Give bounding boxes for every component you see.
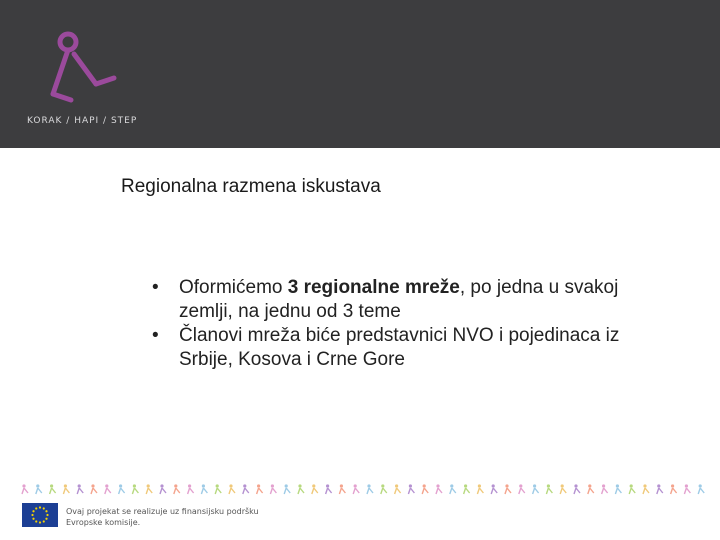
pattern-figure — [312, 484, 318, 494]
pattern-figure — [408, 484, 414, 494]
pattern-figure — [491, 484, 497, 494]
pattern-figure — [119, 484, 125, 494]
pattern-figure — [77, 484, 83, 494]
korak-logo-icon — [44, 30, 124, 108]
bullet-item — [152, 324, 672, 372]
bullet-text-post: , po jedna u svakoj zemlji, na jednu od 3 teme — [179, 277, 619, 322]
pattern-figure — [698, 484, 704, 494]
pattern-figure — [229, 484, 235, 494]
pattern-figure — [91, 484, 97, 494]
pattern-figure — [588, 484, 594, 494]
eu-star — [32, 510, 34, 512]
eu-star — [46, 514, 48, 516]
pattern-figure — [381, 484, 387, 494]
eu-star — [35, 507, 37, 509]
pattern-figure — [63, 484, 69, 494]
pattern-figure — [615, 484, 621, 494]
pattern-figure — [450, 484, 456, 494]
pattern-figure — [643, 484, 649, 494]
bullet-item — [152, 276, 672, 324]
bullet-symbol: • — [152, 325, 159, 346]
pattern-figure — [326, 484, 332, 494]
pattern-figure — [422, 484, 428, 494]
eu-star — [45, 518, 47, 520]
eu-star — [35, 520, 37, 522]
eu-star — [31, 514, 33, 516]
pattern-figure — [201, 484, 207, 494]
pattern-figure — [50, 484, 56, 494]
pattern-figure — [22, 484, 28, 494]
pattern-figure — [671, 484, 677, 494]
pattern-figure — [464, 484, 470, 494]
eu-funding-notice — [66, 506, 259, 528]
brand-label: KORAK / HAPI / STEP — [27, 116, 138, 126]
pattern-figure — [519, 484, 525, 494]
pattern-figure — [477, 484, 483, 494]
pattern-figure — [270, 484, 276, 494]
pattern-figure — [132, 484, 138, 494]
bullet-text-bold: 3 regionalne mreže — [287, 277, 460, 298]
pattern-figure — [353, 484, 359, 494]
pattern-figure — [215, 484, 221, 494]
pattern-figure — [367, 484, 373, 494]
eu-star — [39, 521, 41, 523]
pattern-figure — [602, 484, 608, 494]
pattern-figure — [657, 484, 663, 494]
pattern-figure — [560, 484, 566, 494]
pattern-figure — [533, 484, 539, 494]
pattern-figure — [395, 484, 401, 494]
pattern-figure — [574, 484, 580, 494]
eu-star — [43, 507, 45, 509]
bullet-text: Članovi mreža biće predstavnici NVO i pojedinaca iz Srbije, Kosova i Crne Gore — [179, 325, 620, 370]
pattern-figure — [257, 484, 263, 494]
eu-text-line-1: Ovaj projekat se realizuje uz finansijsku podršku — [66, 507, 259, 516]
pattern-figure — [243, 484, 249, 494]
pattern-figure — [436, 484, 442, 494]
pattern-figure — [684, 484, 690, 494]
header-band — [0, 0, 720, 148]
pattern-figure — [105, 484, 111, 494]
pattern-figure — [160, 484, 166, 494]
eu-star — [43, 520, 45, 522]
pattern-figure — [298, 484, 304, 494]
eu-star — [39, 506, 41, 508]
pattern-figure — [339, 484, 345, 494]
pattern-figure — [174, 484, 180, 494]
pattern-figure — [284, 484, 290, 494]
bullet-symbol: • — [152, 277, 159, 298]
pattern-figure — [629, 484, 635, 494]
pattern-figure — [146, 484, 152, 494]
decorative-figure-pattern — [20, 484, 710, 496]
pattern-figure — [188, 484, 194, 494]
eu-text-line-2: Evropske komisije. — [66, 518, 141, 527]
eu-star — [32, 518, 34, 520]
eu-star — [45, 510, 47, 512]
bullet-list — [152, 276, 672, 372]
eu-flag-icon — [22, 503, 58, 527]
pattern-figure — [36, 484, 42, 494]
pattern-figure — [546, 484, 552, 494]
pattern-figure — [505, 484, 511, 494]
bullet-text-pre: Oformićemo — [179, 277, 288, 298]
slide-title: Regionalna razmena iskustava — [121, 176, 381, 197]
